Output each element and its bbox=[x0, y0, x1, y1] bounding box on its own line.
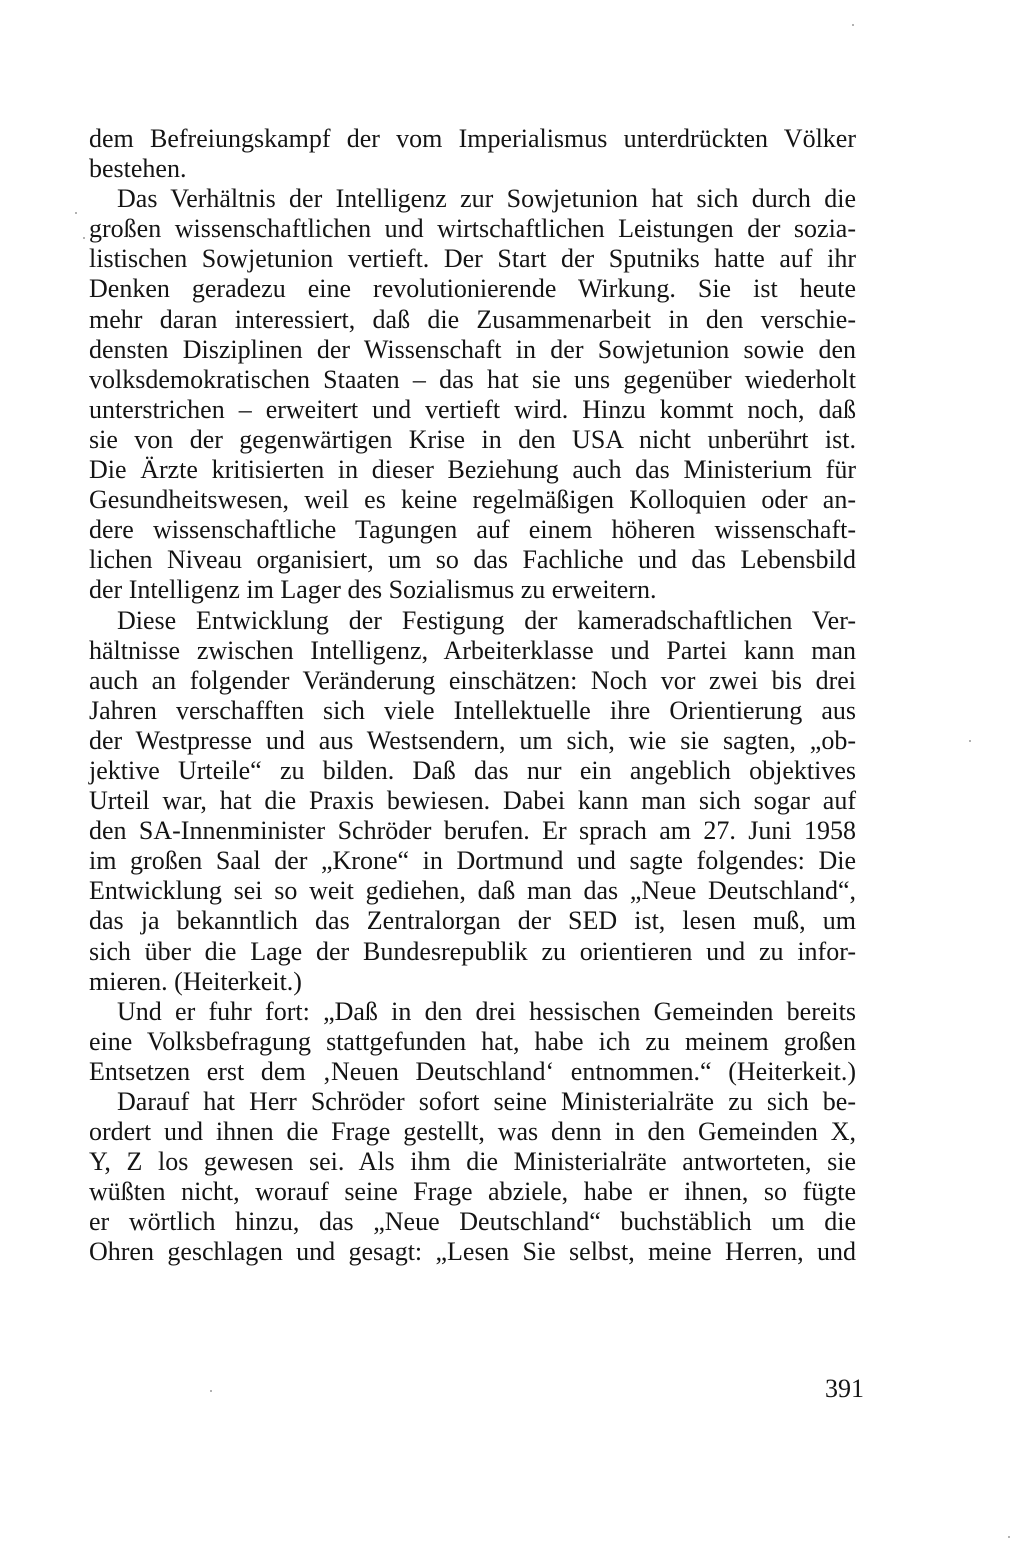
scan-speck bbox=[1008, 1536, 1010, 1538]
text-line: mehr daran interessiert, daß die Zusammenarbeit in den verschie- bbox=[89, 304, 856, 334]
text-line: eine Volksbefragung stattgefunden hat, habe ich zu meinem großen bbox=[89, 1026, 856, 1056]
paragraph-first-line: Diese Entwicklung der Festigung der kameradschaftlichen Ver- bbox=[117, 605, 856, 635]
text-line: Denken geradezu eine revolutionierende Wirkung. Sie ist heute bbox=[89, 274, 856, 304]
text-line: ordert und ihnen die Frage gestellt, was denn in den Gemeinden X, bbox=[89, 1117, 856, 1147]
text-line: densten Disziplinen der Wissenschaft in der Sowjetunion sowie den bbox=[89, 334, 856, 364]
page-number: 391 bbox=[825, 1374, 864, 1403]
text-line: dere wissenschaftliche Tagungen auf einem höheren wissenschaft- bbox=[89, 515, 856, 545]
scan-speck bbox=[75, 212, 77, 214]
paragraph-first-line: Und er fuhr fort: „Daß in den drei hessischen Gemeinden bereits bbox=[117, 996, 856, 1026]
text-line: listischen Sowjetunion vertieft. Der Start der Sputniks hatte auf ihr bbox=[89, 244, 856, 274]
text-line: das ja bekanntlich das Zentralorgan der SED ist, lesen muß, um bbox=[89, 906, 856, 936]
body-text bbox=[89, 124, 856, 1268]
text-line: Urteil war, hat die Praxis bewiesen. Dabei kann man sich sogar auf bbox=[89, 786, 856, 816]
text-line: Gesundheitswesen, weil es keine regelmäßigen Kolloquien oder an- bbox=[89, 485, 856, 515]
scan-speck bbox=[852, 24, 854, 26]
text-line: auch an folgender Veränderung einschätzen: Noch vor zwei bis drei bbox=[89, 665, 856, 695]
text-line: Entsetzen erst dem ‚Neuen Deutschland‘ entnommen.“ (Heiterkeit.) bbox=[89, 1056, 856, 1086]
text-line: unterstrichen – erweitert und vertieft wird. Hinzu kommt noch, daß bbox=[89, 394, 856, 424]
text-line: hältnisse zwischen Intelligenz, Arbeiterklasse und Partei kann man bbox=[89, 635, 856, 665]
text-line: der Intelligenz im Lager des Sozialismus zu erweitern. bbox=[89, 575, 657, 605]
paragraph-first-line: Darauf hat Herr Schröder sofort seine Ministerialräte zu sich be- bbox=[117, 1087, 856, 1116]
text-line: Y, Z los gewesen sei. Als ihm die Ministerialräte antworteten, sie bbox=[89, 1147, 856, 1177]
text-line: Entwicklung sei so weit gediehen, daß man das „Neue Deutschland“, bbox=[89, 876, 856, 906]
paragraph-first-line: Das Verhältnis der Intelligenz zur Sowjetunion hat sich durch die bbox=[117, 184, 856, 214]
text-line: jektive Urteile“ zu bilden. Daß das nur ein angeblich objektives bbox=[89, 755, 856, 785]
text-line: volksdemokratischen Staaten – das hat sie uns gegenüber wiederholt bbox=[89, 364, 856, 394]
text-line: dem Befreiungskampf der vom Imperialismus unterdrückten Völker bbox=[89, 124, 856, 153]
text-line: bestehen. bbox=[89, 154, 187, 184]
text-line: im großen Saal der „Krone“ in Dortmund und sagte folgendes: Die bbox=[89, 846, 856, 876]
text-line: lichen Niveau organisiert, um so das Fachliche und das Lebensbild bbox=[89, 545, 856, 575]
text-line: sich über die Lage der Bundesrepublik zu orientieren und zu infor- bbox=[89, 936, 856, 966]
scan-speck bbox=[83, 237, 85, 239]
text-line: großen wissenschaftlichen und wirtschaftlichen Leistungen der sozia- bbox=[89, 214, 856, 244]
text-line: den SA-Innenminister Schröder berufen. Er sprach am 27. Juni 1958 bbox=[89, 816, 856, 846]
text-line: wüßten nicht, worauf seine Frage abziele, habe er ihnen, so fügte bbox=[89, 1177, 856, 1207]
text-line: der Westpresse und aus Westsendern, um sich, wie sie sagten, „ob- bbox=[89, 725, 856, 755]
scan-speck bbox=[210, 1390, 212, 1392]
text-line: sie von der gegenwärtigen Krise in den USA nicht unberührt ist. bbox=[89, 424, 856, 454]
text-line: Die Ärzte kritisierten in dieser Beziehung auch das Ministerium für bbox=[89, 455, 856, 485]
text-line: mieren. (Heiterkeit.) bbox=[89, 966, 302, 996]
text-line: Jahren verschafften sich viele Intellektuelle ihre Orientierung aus bbox=[89, 695, 856, 725]
scan-speck bbox=[969, 740, 971, 742]
text-line: Ohren geschlagen und gesagt: „Lesen Sie selbst, meine Herren, und bbox=[89, 1237, 856, 1267]
text-line: er wörtlich hinzu, das „Neue Deutschland“ buchstäblich um die bbox=[89, 1207, 856, 1237]
